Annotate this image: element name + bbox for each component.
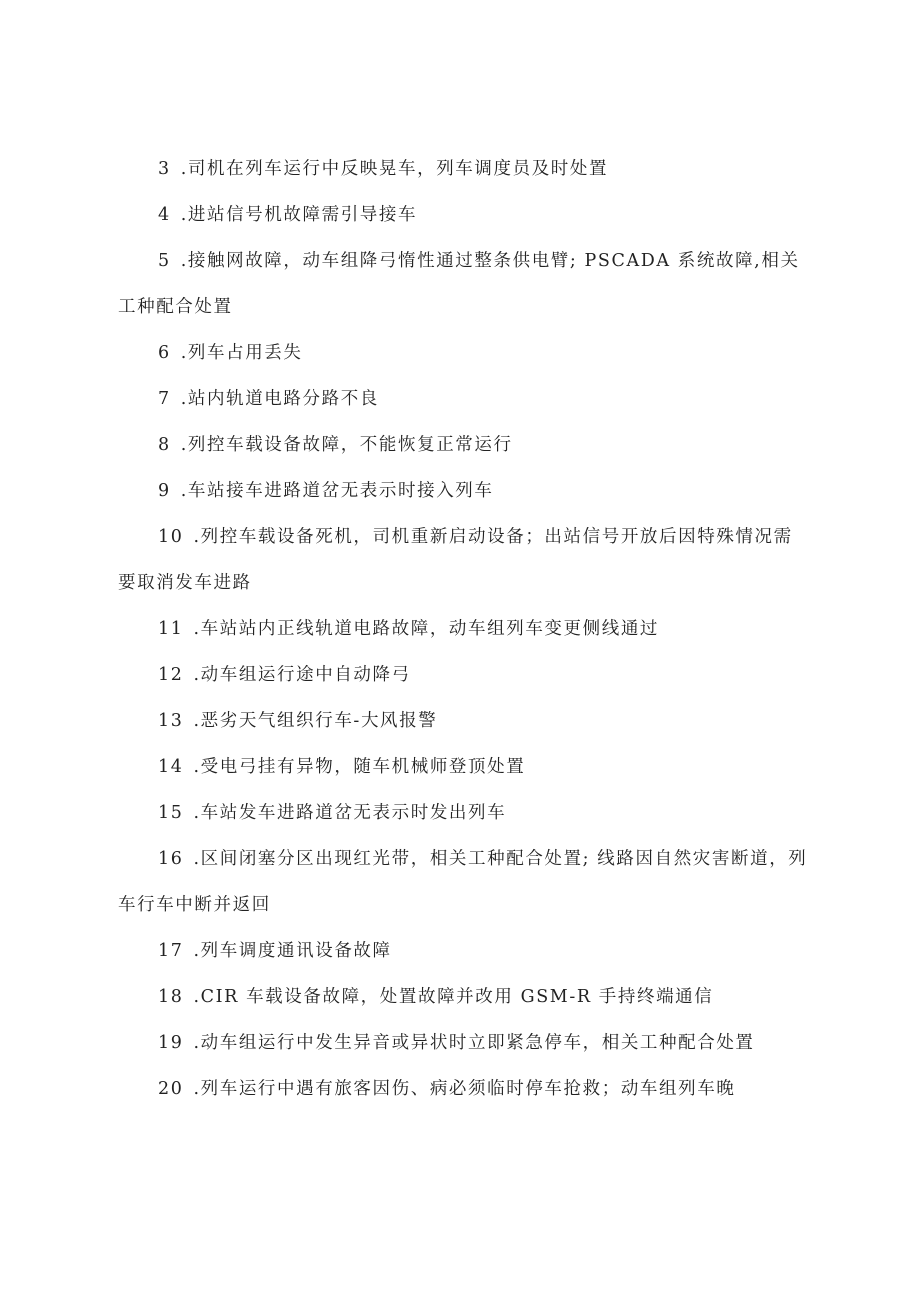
- list-item: [118, 468, 808, 514]
- item-text: .接触网故障，动车组降弓惰性通过整条供电臂; PSCADA 系统故障,相关工种配合处置: [118, 251, 800, 317]
- list-item: [118, 836, 808, 928]
- list-item: [118, 744, 808, 790]
- item-text: .车站接车进路道岔无表示时接入列车: [180, 481, 494, 501]
- list-item: [118, 514, 808, 606]
- list-item: [118, 330, 808, 376]
- item-number: 20: [158, 1079, 184, 1099]
- item-number: 5: [158, 251, 171, 271]
- list-item: [118, 146, 808, 192]
- item-text: .动车组运行中发生异音或异状时立即紧急停车，相关工种配合处置: [193, 1033, 755, 1053]
- item-number: 19: [158, 1033, 184, 1053]
- list-item: [118, 1020, 808, 1066]
- item-number: 17: [158, 941, 184, 961]
- item-text: .区间闭塞分区出现红光带，相关工种配合处置; 线路因自然灾害断道，列车行车中断并返回: [118, 849, 808, 915]
- list-item: [118, 974, 808, 1020]
- item-number: 7: [158, 389, 171, 409]
- item-text: .恶劣天气组织行车-大风报警: [193, 711, 438, 731]
- list-item: [118, 376, 808, 422]
- document-body: [118, 146, 808, 1112]
- item-text: .受电弓挂有异物，随车机械师登顶处置: [193, 757, 526, 777]
- item-text: .列车占用丢失: [180, 343, 303, 363]
- item-number: 12: [158, 665, 184, 685]
- item-number: 14: [158, 757, 184, 777]
- item-text: .司机在列车运行中反映晃车，列车调度员及时处置: [180, 159, 609, 179]
- item-number: 4: [158, 205, 171, 225]
- item-number: 11: [158, 619, 184, 639]
- list-item: [118, 928, 808, 974]
- list-item: [118, 238, 808, 330]
- list-item: [118, 698, 808, 744]
- item-text: .CIR 车载设备故障，处置故障并改用 GSM-R 手持终端通信: [193, 987, 714, 1007]
- item-number: 15: [158, 803, 184, 823]
- item-number: 3: [158, 159, 171, 179]
- list-item: [118, 192, 808, 238]
- list-item: [118, 652, 808, 698]
- item-number: 6: [158, 343, 171, 363]
- list-item: [118, 422, 808, 468]
- item-number: 8: [158, 435, 171, 455]
- item-number: 18: [158, 987, 184, 1007]
- item-text: .站内轨道电路分路不良: [180, 389, 379, 409]
- item-number: 13: [158, 711, 184, 731]
- item-text: .列控车载设备故障，不能恢复正常运行: [180, 435, 513, 455]
- item-number: 9: [158, 481, 171, 501]
- item-text: .车站发车进路道岔无表示时发出列车: [193, 803, 507, 823]
- item-number: 10: [158, 527, 184, 547]
- list-item: [118, 1066, 808, 1112]
- item-text: .动车组运行途中自动降弓: [193, 665, 411, 685]
- item-text: .进站信号机故障需引导接车: [180, 205, 418, 225]
- list-item: [118, 790, 808, 836]
- item-text: .列车运行中遇有旅客因伤、病必须临时停车抢救；动车组列车晚: [193, 1079, 736, 1099]
- item-text: .列控车载设备死机，司机重新启动设备；出站信号开放后因特殊情况需要取消发车进路: [118, 527, 793, 593]
- item-number: 16: [158, 849, 184, 869]
- item-text: .车站站内正线轨道电路故障，动车组列车变更侧线通过: [193, 619, 660, 639]
- item-text: .列车调度通讯设备故障: [193, 941, 392, 961]
- list-item: [118, 606, 808, 652]
